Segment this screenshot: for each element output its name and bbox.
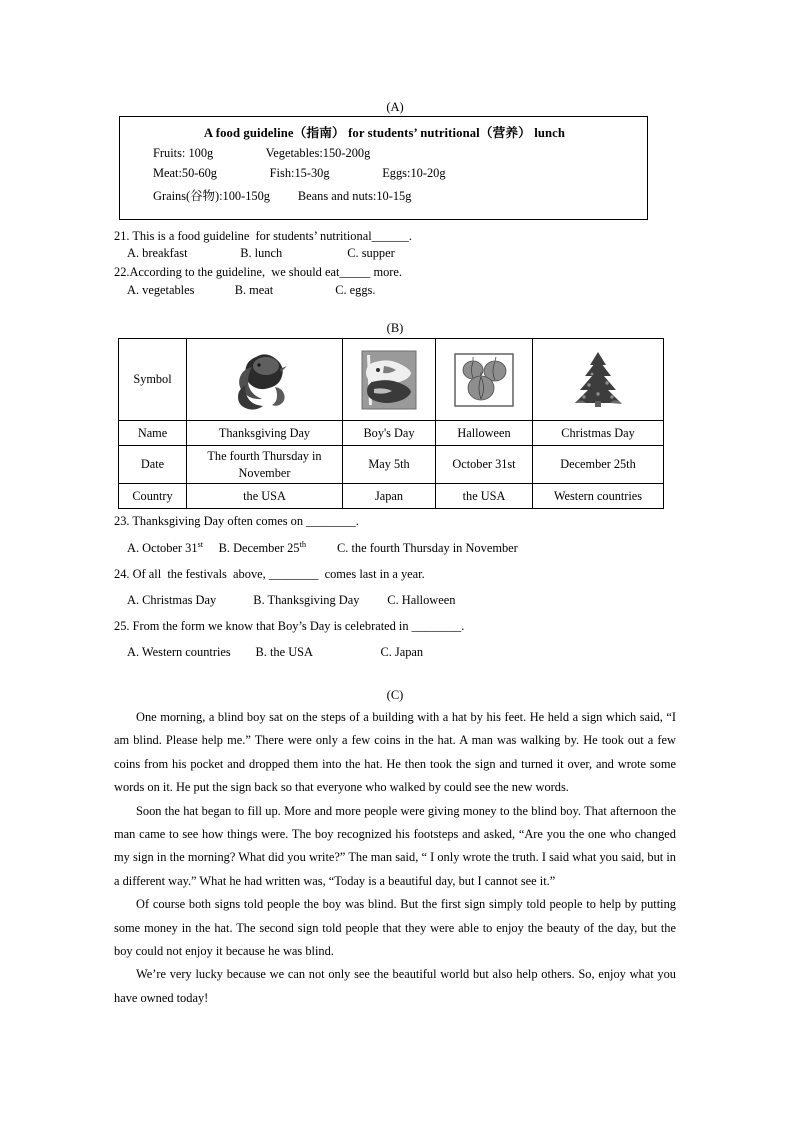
question-23-option-c: C. the fourth Thursday in November (337, 541, 518, 556)
passage-paragraph-4: We’re very lucky because we can not only see the beautiful world but also help others. So, enjoy what you have owned today! (114, 967, 676, 1005)
question-21-stem: 21. This is a food guideline for students’ nutritional______. (114, 229, 412, 243)
pumpkins-icon (436, 339, 533, 421)
food-guideline-row-1: Fruits: 100g Vegetables:150-200g (153, 146, 371, 160)
food-guideline-box (119, 116, 648, 220)
country-halloween: the USA (436, 484, 533, 509)
row-label-country: Country (119, 484, 187, 509)
question-23-options (127, 540, 518, 556)
table-row-symbol (119, 339, 664, 421)
country-boys-day: Japan (343, 484, 436, 509)
name-boys-day: Boy's Day (343, 421, 436, 446)
question-23-option-b: B. December 25 (218, 541, 300, 556)
turkey-icon (187, 339, 343, 421)
question-23-option-a: A. October 31 (127, 541, 198, 556)
carp-streamer-icon (343, 339, 436, 421)
row-label-symbol: Symbol (119, 339, 187, 421)
passage-c (114, 706, 676, 1010)
question-24-options: A. Christmas Day B. Thanksgiving Day C. Halloween (127, 593, 456, 607)
question-23-option-b-sup: th (299, 540, 307, 549)
food-guideline-title: A food guideline（指南） for students’ nutritional（营养） lunch (203, 126, 566, 140)
table-row-name (119, 421, 664, 446)
question-25-options: A. Western countries B. the USA C. Japan (127, 645, 424, 659)
name-thanksgiving: Thanksgiving Day (187, 421, 343, 446)
question-22-stem: 22.According to the guideline, we should eat_____ more. (114, 265, 403, 279)
country-christmas: Western countries (533, 484, 664, 509)
name-halloween: Halloween (436, 421, 533, 446)
row-label-date: Date (119, 446, 187, 484)
christmas-tree-icon (533, 339, 664, 421)
section-b-label: (B) (386, 321, 404, 335)
table-row-country (119, 484, 664, 509)
date-halloween: October 31st (436, 446, 533, 484)
passage-paragraph-2: Soon the hat began to fill up. More and more people were giving money to the blind boy. That afternoon the man came to see how things were. The boy recognized his footsteps and asked, “Are you the one who changed my sign in the morning? What did you write?” The man said, “ I only wrote the truth. I said what you said, but in a different way.” What he had written was, “Today is a beautiful day, but I cannot see it.” (114, 803, 676, 888)
question-23-option-a-sup: st (197, 540, 204, 549)
food-guideline-row-2: Meat:50-60g Fish:15-30g Eggs:10-20g (153, 166, 446, 180)
date-christmas: December 25th (533, 446, 664, 484)
question-22-options: A. vegetables B. meat C. eggs. (127, 283, 376, 297)
question-25-stem: 25. From the form we know that Boy’s Day is celebrated in ________. (114, 619, 465, 633)
section-a-label: (A) (386, 100, 404, 114)
date-thanksgiving: The fourth Thursday in November (187, 446, 343, 484)
name-christmas: Christmas Day (533, 421, 664, 446)
festival-table (118, 338, 664, 509)
passage-paragraph-3: Of course both signs told people the boy was blind. But the first sign simply told people to help by putting some money in the hat. The second sign told people that they were able to enjoy the beauty of the day, but the boy could not enjoy it because he was blind. (114, 897, 676, 959)
question-21-options: A. breakfast B. lunch C. supper (127, 246, 395, 260)
section-c-label: (C) (386, 688, 404, 702)
question-24-stem: 24. Of all the festivals above, ________ comes last in a year. (114, 567, 425, 581)
country-thanksgiving: the USA (187, 484, 343, 509)
table-row-date (119, 446, 664, 484)
question-23-stem: 23. Thanksgiving Day often comes on ________. (114, 514, 359, 528)
date-boys-day: May 5th (343, 446, 436, 484)
row-label-name: Name (119, 421, 187, 446)
food-guideline-row-3: Grains(谷物):100-150g Beans and nuts:10-15g (153, 189, 412, 203)
passage-paragraph-1: One morning, a blind boy sat on the steps of a building with a hat by his feet. He held a sign which said, “I am blind. Please help me.” There were only a few coins in the hat. A man was walking by. He took out a few coins from his pocket and dropped them into the hat. He then took the sign and turned it over, and wrote some words on it. He put the sign back so that everyone who walked by could see the new words. (114, 710, 676, 795)
